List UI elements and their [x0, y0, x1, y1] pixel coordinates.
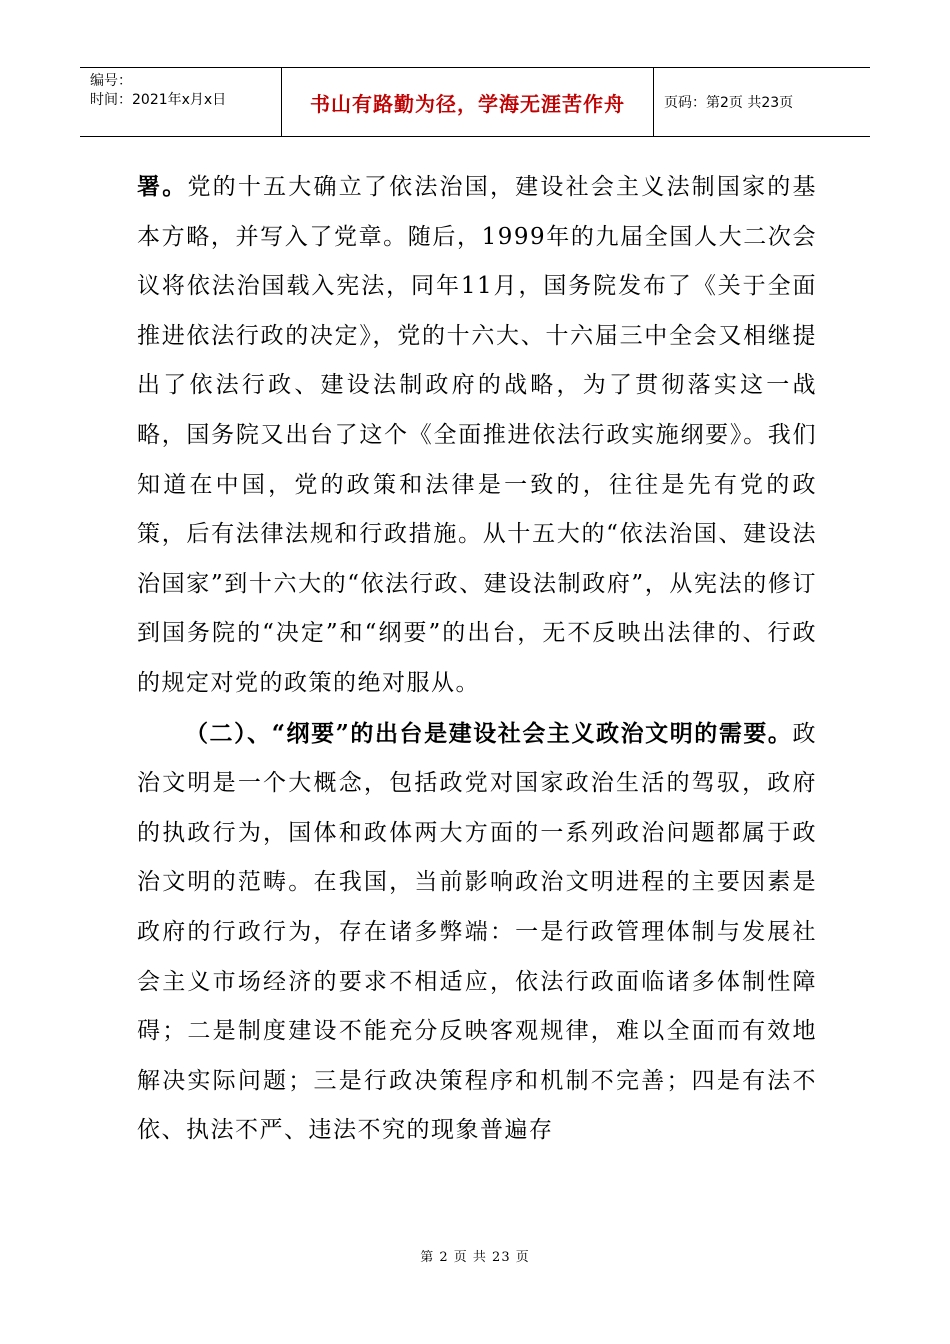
document-body: [137, 162, 817, 1156]
paragraph-2-heading: （二）、“纲要”的出台是建设社会主义政治文明的需要。: [185, 719, 793, 747]
paragraph-1: [137, 162, 817, 709]
header-motto: 书山有路勤为径，学海无涯苦作舟: [282, 68, 654, 136]
document-date-label: 时间：2021年x月x日: [90, 92, 227, 108]
paragraph-2: [137, 709, 817, 1156]
paragraph-1-text: 党的十五大确立了依法治国，建设社会主义法制国家的基本方略，并写入了党章。随后，1999年的九届全国人大二次会议将依法治国载入宪法，同年11月，国务院发布了《关于全面推进依法行政的决定》，党的十六大、十六届三中全会又相继提出了依法行政、建设法制政府的战略，为了贯彻落实这一战略，国务院又出台了这个《全面推进依法行政实施纲要》。我们知道在中国，党的政策和法律是一致的，往往是先有党的政策，后有法律法规和行政措施。从十五大的“依法治国、建设法治国家”到十六大的“依法行政、建设法制政府”，从宪法的修订到国务院的“决定”和“纲要”的出台，无不反映出法律的、行政的规定对党的政策的绝对服从。: [137, 174, 818, 696]
paragraph-2-text: 政治文明是一个大概念，包括政党对国家政治生活的驾驭，政府的执政行为，国体和政体两大方面的一系列政治问题都属于政治文明的范畴。在我国，当前影响政治文明进程的主要因素是政府的行政行为，存在诸多弊端：一是行政管理体制与发展社会主义市场经济的要求不相适应，依法行政面临诸多体制性障碍；二是制度建设不能充分反映客观规律，难以全面而有效地解决实际问题；三是行政决策程序和机制不完善；四是有法不依、执法不严、违法不究的现象普遍存: [137, 720, 817, 1144]
header-page-info: 页码：第2页 共23页: [664, 95, 794, 111]
header-meta: [80, 68, 282, 136]
paragraph-1-lead: 署。: [137, 173, 188, 200]
page-header: [80, 67, 870, 137]
page-footer: 第 2 页 共 23 页: [420, 1250, 530, 1265]
document-number-label: 编号：: [90, 73, 132, 89]
